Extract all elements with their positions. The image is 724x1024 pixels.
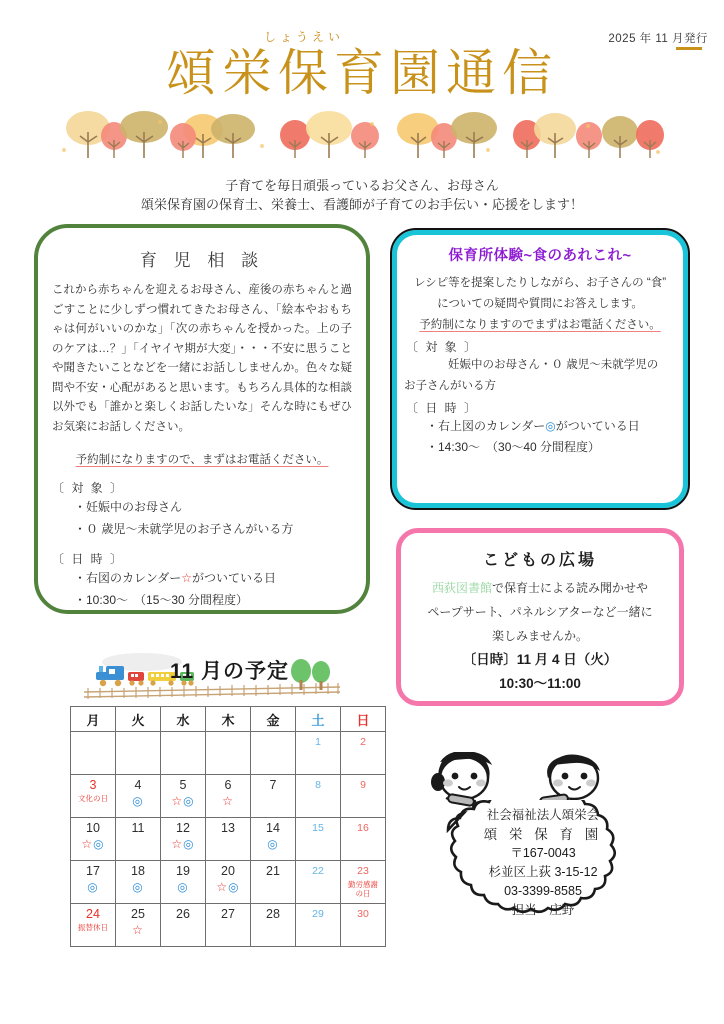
double-circle-icon: ◎ bbox=[267, 837, 279, 851]
nursery-target-label: 〔 対 象 〕 bbox=[406, 340, 479, 354]
calendar-day-cell bbox=[206, 775, 251, 818]
calendar-day-cell bbox=[71, 818, 116, 861]
calendar-day-number: 17 bbox=[86, 864, 100, 878]
children-plaza-line-2: ペープサート、パネルシアターなど一緒に bbox=[427, 605, 653, 619]
double-circle-icon: ◎ bbox=[177, 880, 189, 894]
calendar-day-cell bbox=[161, 904, 206, 947]
childcare-calendar-mark-post: がついている日 bbox=[192, 571, 277, 585]
childcare-calendar-mark-line bbox=[38, 567, 366, 589]
children-plaza-date: 〔日時〕11 月 4 日（火） bbox=[462, 652, 618, 667]
calendar-day-cell bbox=[296, 861, 341, 904]
star-icon: ☆ bbox=[132, 923, 144, 937]
calendar-day-number: 12 bbox=[176, 821, 190, 835]
address-postal-code: 〒167-0043 bbox=[510, 846, 576, 860]
calendar-header-thu: 木 bbox=[206, 707, 251, 732]
calendar-day-cell bbox=[296, 904, 341, 947]
calendar-day-cell bbox=[341, 818, 386, 861]
children-plaza-time: 10:30～11:00 bbox=[499, 676, 581, 691]
calendar-day-cell bbox=[71, 904, 116, 947]
calendar-holiday-label: 振替休日 bbox=[78, 923, 108, 932]
calendar-day-number: 11 bbox=[131, 821, 145, 835]
children-plaza-title: こどもの広場 bbox=[482, 552, 597, 569]
star-icon: ☆ bbox=[181, 571, 192, 585]
calendar-day-cell bbox=[251, 861, 296, 904]
nursery-experience-line-2: についての疑問や質問にお答えします。 bbox=[437, 298, 643, 310]
calendar-day-number: 7 bbox=[269, 778, 277, 792]
calendar-day-cell bbox=[116, 818, 161, 861]
november-schedule-calendar bbox=[70, 706, 386, 947]
green-trees-decoration bbox=[288, 658, 334, 692]
calendar-day-number: 22 bbox=[312, 865, 324, 877]
title-furigana: しょうえい bbox=[263, 30, 344, 44]
star-icon: ☆ bbox=[216, 880, 229, 894]
calendar-day-cell bbox=[116, 775, 161, 818]
nursery-experience-line-1: レシピ等を提案したりしながら、お子さんの “食” bbox=[413, 277, 667, 289]
calendar-day-number: 30 bbox=[357, 908, 369, 920]
calendar-day-cell bbox=[341, 904, 386, 947]
calendar-day-cell bbox=[251, 732, 296, 775]
calendar-day-number: 10 bbox=[86, 821, 100, 835]
header-subtitle bbox=[0, 176, 724, 214]
address-street: 杉並区上荻 3-15-12 bbox=[488, 865, 598, 879]
address-block bbox=[432, 806, 654, 920]
calendar-day-number: 13 bbox=[221, 821, 235, 835]
calendar-day-cell bbox=[161, 775, 206, 818]
calendar-day-marks bbox=[161, 837, 205, 851]
calendar-day-cell bbox=[116, 904, 161, 947]
calendar-day-cell bbox=[341, 861, 386, 904]
nursery-calendar-mark-post: がついている日 bbox=[555, 419, 640, 433]
nursery-target-line-2: お子さんがいる方 bbox=[404, 380, 496, 392]
calendar-day-cell bbox=[296, 732, 341, 775]
childcare-reservation-note: 予約制になりますので、まずはお電話ください。 bbox=[75, 454, 329, 466]
calendar-day-cell bbox=[116, 732, 161, 775]
calendar-day-marks bbox=[206, 794, 250, 808]
calendar-day-number: 14 bbox=[266, 821, 280, 835]
calendar-header-fri: 金 bbox=[251, 707, 296, 732]
calendar-day-number: 8 bbox=[315, 779, 321, 791]
calendar-day-number: 5 bbox=[179, 778, 187, 792]
childcare-datetime-label: 〔 日 時 〕 bbox=[52, 552, 125, 566]
subtitle-line-1: 子育てを毎日頑張っているお父さん、お母さん bbox=[225, 178, 499, 193]
calendar-day-cell bbox=[206, 818, 251, 861]
library-name: 西荻図書館 bbox=[431, 581, 492, 595]
calendar-week-row bbox=[71, 904, 386, 947]
calendar-title: 11 月の予定 bbox=[170, 660, 290, 683]
double-circle-icon: ◎ bbox=[228, 880, 240, 894]
double-circle-icon: ◎ bbox=[183, 837, 195, 851]
nursery-experience-box bbox=[390, 228, 690, 510]
star-icon: ☆ bbox=[171, 837, 184, 851]
childcare-consultation-body: これから赤ちゃんを迎えるお母さん、産後の赤ちゃんと過ごすことに少しずつ慣れてきたお母さん、「絵本やおもちゃは何がいいのかな」「次の赤ちゃんを授かった。上の子のケアは…？」「イヤイヤ期が大変」・・・不安に思うことや聞きたいことなどを一緒にお話ししませんか。色々な疑問や不安・心配があると思います。もちろん具体的な相談以外でも「誰かと楽しくお話したいな」そんな時にもぜひお気楽にお話しください。 bbox=[52, 284, 352, 433]
calendar-header-tue: 火 bbox=[116, 707, 161, 732]
calendar-day-marks bbox=[161, 880, 205, 894]
double-circle-icon: ◎ bbox=[87, 880, 99, 894]
calendar-week-row bbox=[71, 732, 386, 775]
calendar-day-marks bbox=[161, 794, 205, 808]
calendar-day-cell bbox=[296, 775, 341, 818]
double-circle-icon: ◎ bbox=[183, 794, 195, 808]
address-phone: 03-3399-8585 bbox=[504, 884, 582, 898]
calendar-day-number: 18 bbox=[131, 864, 145, 878]
double-circle-icon: ◎ bbox=[132, 880, 144, 894]
calendar-day-number: 23 bbox=[357, 865, 369, 877]
calendar-day-number: 20 bbox=[221, 864, 235, 878]
calendar-day-number: 25 bbox=[131, 907, 145, 921]
childcare-time-line: ・10:30～ （15～30 分間程度） bbox=[74, 593, 249, 607]
calendar-day-number: 3 bbox=[89, 778, 97, 792]
calendar-day-number: 9 bbox=[360, 779, 366, 791]
autumn-trees-decoration bbox=[52, 110, 672, 166]
nursery-reservation-note-wrap bbox=[392, 315, 688, 336]
calendar-day-cell bbox=[251, 904, 296, 947]
calendar-day-cell bbox=[71, 775, 116, 818]
nursery-calendar-mark-pre: ・右上図のカレンダー bbox=[426, 419, 546, 433]
nursery-experience-title: 保育所体験~食のあれこれ~ bbox=[448, 248, 632, 264]
calendar-day-number: 21 bbox=[266, 864, 280, 878]
calendar-day-number: 24 bbox=[86, 907, 100, 921]
calendar-week-row bbox=[71, 775, 386, 818]
calendar-day-number: 16 bbox=[357, 822, 369, 834]
calendar-day-marks bbox=[206, 880, 250, 894]
nursery-target-line-1: 妊娠中のお母さん・０ 歳児～未就学児の bbox=[448, 359, 659, 371]
double-circle-icon: ◎ bbox=[545, 419, 556, 433]
calendar-day-cell bbox=[206, 904, 251, 947]
calendar-day-cell bbox=[206, 732, 251, 775]
childcare-calendar-mark-pre: ・右図のカレンダー bbox=[74, 571, 182, 585]
nursery-datetime-label: 〔 日 時 〕 bbox=[406, 401, 479, 415]
calendar-day-number: 19 bbox=[176, 864, 190, 878]
calendar-day-marks bbox=[116, 923, 160, 937]
children-plaza-line-3: 楽しみませんか。 bbox=[491, 629, 588, 643]
calendar-week-row bbox=[71, 818, 386, 861]
calendar-day-marks bbox=[71, 837, 115, 851]
childcare-target-item-1: ・妊娠中のお母さん bbox=[74, 500, 183, 514]
address-org: 社会福祉法人頌栄会 bbox=[486, 808, 600, 822]
calendar-day-cell bbox=[71, 732, 116, 775]
double-circle-icon: ◎ bbox=[93, 837, 105, 851]
calendar-holiday-label: 文化の日 bbox=[78, 794, 108, 803]
calendar-day-cell bbox=[161, 732, 206, 775]
issue-date: 2025 年 11 月発行 bbox=[608, 33, 708, 45]
childcare-consultation-title: 育 児 相 談 bbox=[139, 251, 265, 270]
page-title: 頌栄保育園通信 bbox=[166, 45, 558, 101]
calendar-day-marks bbox=[116, 794, 160, 808]
calendar-header-sat: 土 bbox=[296, 707, 341, 732]
calendar-header-wed: 水 bbox=[161, 707, 206, 732]
calendar-day-cell bbox=[161, 861, 206, 904]
star-icon: ☆ bbox=[81, 837, 94, 851]
star-icon: ☆ bbox=[171, 794, 184, 808]
children-plaza-line-1 bbox=[401, 576, 679, 600]
calendar-header-sun: 日 bbox=[341, 707, 386, 732]
calendar-day-number: 27 bbox=[221, 907, 235, 921]
calendar-day-number: 1 bbox=[315, 736, 321, 748]
subtitle-line-2: 頌栄保育園の保育士、栄養士、看護師が子育てのお手伝い・応援をします！ bbox=[140, 197, 583, 212]
calendar-header-row bbox=[71, 707, 386, 732]
address-nursery-name: 頌 栄 保 育 園 bbox=[483, 827, 603, 842]
calendar-day-cell bbox=[296, 818, 341, 861]
calendar-day-cell bbox=[341, 775, 386, 818]
calendar-week-row bbox=[71, 861, 386, 904]
calendar-day-number: 28 bbox=[266, 907, 280, 921]
calendar-day-number: 29 bbox=[312, 908, 324, 920]
newsletter-header bbox=[0, 0, 724, 212]
nursery-time-line: ・14:30～ （30～40 分間程度） bbox=[426, 440, 601, 454]
nursery-reservation-note: 予約制になりますのでまずはお電話ください。 bbox=[419, 319, 661, 331]
children-plaza-box bbox=[396, 528, 684, 706]
calendar-day-number: 6 bbox=[224, 778, 232, 792]
address-contact-person: 担当 庄野 bbox=[511, 903, 575, 917]
nursery-calendar-mark-line bbox=[392, 416, 688, 437]
childcare-target-item-2: ・０ 歳児～未就学児のお子さんがいる方 bbox=[74, 522, 294, 536]
calendar-day-number: 4 bbox=[134, 778, 142, 792]
calendar-day-marks bbox=[71, 880, 115, 894]
children-plaza-line-1-rest: で保育士による読み聞かせや bbox=[492, 581, 649, 595]
childcare-target-label: 〔 対 象 〕 bbox=[52, 481, 125, 495]
calendar-day-cell bbox=[341, 732, 386, 775]
star-icon: ☆ bbox=[222, 794, 234, 808]
calendar-day-cell bbox=[71, 861, 116, 904]
calendar-holiday-label: 勤労感謝 の日 bbox=[348, 880, 378, 898]
calendar-day-cell bbox=[116, 861, 161, 904]
calendar-day-cell bbox=[251, 818, 296, 861]
calendar-day-number: 26 bbox=[176, 907, 190, 921]
calendar-body bbox=[71, 732, 386, 947]
double-circle-icon: ◎ bbox=[132, 794, 144, 808]
calendar-day-cell bbox=[161, 818, 206, 861]
title-underline-accent bbox=[676, 47, 702, 50]
childcare-consultation-box bbox=[34, 224, 370, 614]
calendar-header-mon: 月 bbox=[71, 707, 116, 732]
calendar-day-marks bbox=[251, 837, 295, 851]
calendar-day-number: 2 bbox=[360, 736, 366, 748]
calendar-day-cell bbox=[251, 775, 296, 818]
calendar-day-cell bbox=[206, 861, 251, 904]
calendar-day-number: 15 bbox=[312, 822, 324, 834]
calendar-day-marks bbox=[116, 880, 160, 894]
